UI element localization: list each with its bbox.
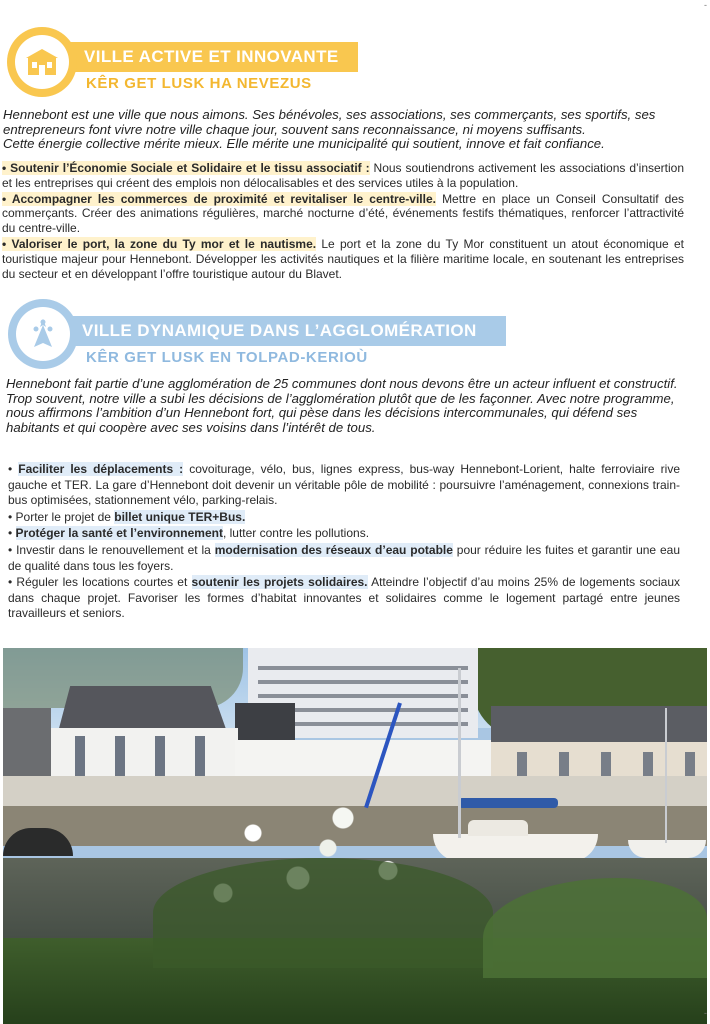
list-item: • Investir dans le renouvellement et la modernisation des réseaux d’eau potable pour réduire les fuites et garantir une eau de qualité dans tous les foyers.: [8, 542, 680, 573]
section2-title-band: [56, 316, 506, 346]
intro-paragraph: Cette énergie collective mérite mieux. Elle mérite une municipalité qui soutient, innove et fait confiance.: [3, 136, 605, 151]
list-item: • Accompagner les commerces de proximité et revitaliser le centre-ville. Mettre en place un Conseil Consultatif des commerçants. Créer des animations régulières, marché nocturne d’été, événements festifs thématiques, renforcer l’attractivité du centre-ville.: [2, 191, 684, 236]
house-roof-right: [491, 706, 707, 744]
section2-intro: [6, 377, 682, 435]
house-roof: [48, 686, 233, 728]
section2-title: VILLE DYNAMIQUE DANS L’AGGLOMÉRATION: [82, 321, 477, 340]
list-item: • Valoriser le port, la zone du Ty mor et le nautisme. Le port et la zone du Ty Mor constituent un atout économique et touristique majeur pour Hennebont. Développer les activités nautiques et la filière maritime locale, en soutenant les entreprises du secteur et en développant l’offre touristique autour du Blavet.: [2, 236, 684, 281]
low-building: [235, 740, 491, 780]
list-item: • Protéger la santé et l’environnement, lutter contre les pollutions.: [8, 526, 370, 541]
section2-badge: [8, 299, 78, 369]
ermine-icon: [30, 317, 56, 351]
section1-intro: [3, 108, 689, 152]
list-item: • Réguler les locations courtes et soutenir les projets solidaires. Atteindre l’objectif d’au moins 25% de logements sociaux dans chaque projet. Favoriser les formes d’habitat innovantes et solidaires comme le logement partagé entre jeunes travailleurs et seniors.: [8, 575, 681, 621]
section1-subtitle: KÊR GET LUSK HA NEVEZUS: [86, 75, 312, 92]
list-item: • Faciliter les déplacements : covoiturage, vélo, bus, lignes express, bus-way Hennebont-Lorient, halte ferroviaire rive gauche et TER. La gare d’Hennebont doit devenir un véritable pôle de mobilité : poursuivre l’aménagement, connexions train-bus optimisées, stationnement vélo, parking-relais.: [8, 462, 680, 508]
boat: [628, 840, 706, 858]
building-icon: [25, 47, 59, 77]
corner-mark: -: [704, 0, 707, 10]
section2-bullets: [8, 462, 680, 623]
mast: [665, 708, 667, 843]
list-item: • Porter le projet de billet unique TER+Bus.: [8, 509, 246, 524]
foliage: [153, 858, 493, 968]
corner-mark: -: [704, 1008, 707, 1018]
boat-cover: [458, 798, 558, 808]
intro-paragraph: Hennebont est une ville que nous aimons. Ses bénévoles, ses associations, ses commerçants, ses sportifs, ses entrepreneurs font vivre notre ville chaque jour, souvent sans reconnaissance, ni moyens suffisants.: [3, 107, 656, 137]
section1-title-band: [58, 42, 358, 72]
harbor-photo: [3, 648, 707, 1024]
intro-paragraph: Hennebont fait partie d’une agglomération de 25 communes dont nous devons être un acteur influent et constructif.: [6, 376, 678, 391]
list-item: • Soutenir l’Économie Sociale et Solidaire et le tissu associatif : Nous soutiendrons activement les associations d’insertion et les entreprises qui créent des emplois non délocalisables et des services utiles à la population.: [2, 161, 685, 190]
section2-subtitle: KÊR GET LUSK EN TOLPAD-KERIOÙ: [86, 349, 368, 366]
intro-paragraph: Trop souvent, notre ville a subi les décisions de l’agglomération plutôt que de les façonner. Avec notre programme, nous affirmons l’ambition d’un Hennebont fort, qui pèse dans les décisions intercommunales, qui défend ses habitants et qui coopère avec ses voisins dans l’intérêt de tous.: [6, 390, 675, 435]
section1-badge: [7, 27, 77, 97]
section1-title: VILLE ACTIVE ET INNOVANTE: [84, 47, 339, 66]
boat-cabin: [468, 820, 528, 836]
section1-bullets: [2, 161, 684, 282]
